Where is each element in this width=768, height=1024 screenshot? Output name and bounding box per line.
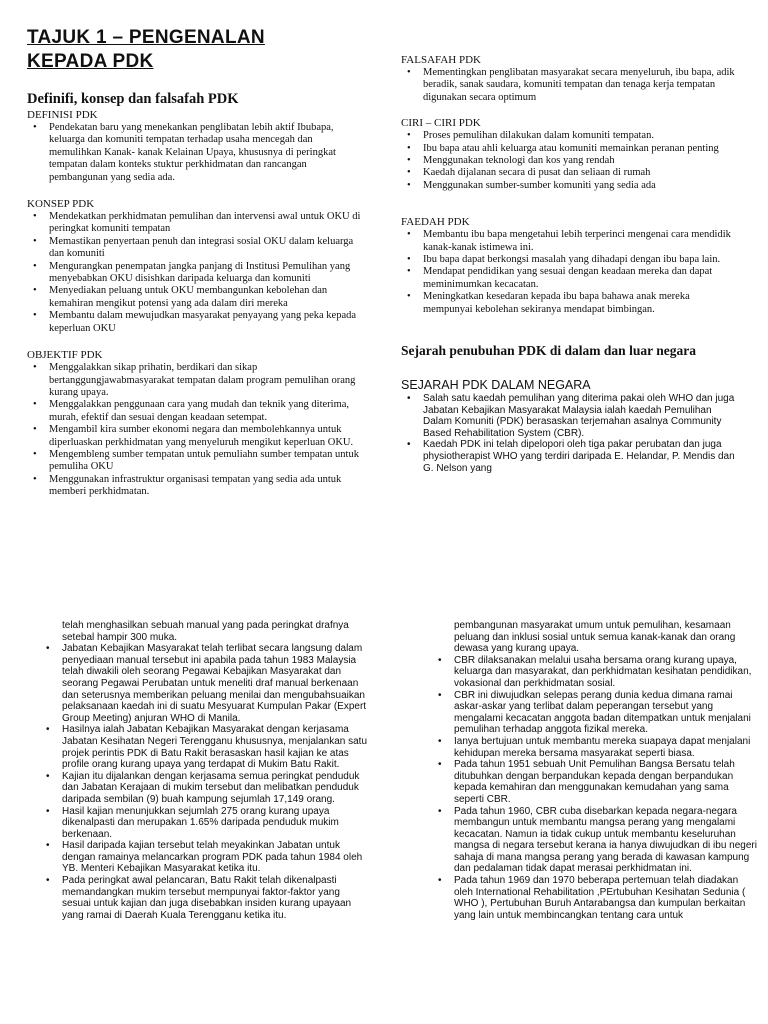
list-item: • Hasilnya ialah Jabatan Kebajikan Masyarakat dengan kerjasama Jabatan Kesihatan Negeri Terengganu khususnya, menjalankan satu projek perintis PDK di Batu Rakit berasaskan hasil kajian ke atas profile orang kurang upaya yang terdapat di Mukim Batu Rakit.: [40, 724, 370, 770]
list-item: • Menggalakkan sikap prihatin, berdikari dan sikap bertanggungjawabmasyarakat tempatan dalam program pemulihan orang kurang upaya.: [27, 362, 363, 399]
page-title: TAJUK 1 – PENGENALAN KEPADA PDK: [27, 27, 265, 72]
list-item: • Mendekatkan perkhidmatan pemulihan dan intervensi awal untuk OKU di peringkat komuniti tempatan: [27, 211, 369, 236]
list-item: • Pendekatan baru yang menekankan penglibatan lebih aktif Ibubapa, keluarga dan komuniti tempatan terhadap usaha mencegah dan memulihkan Kanak- kanak Kelainan Upaya, khususnya di peringkat tempatan dalam konteks stuktur perkhidmatan dan rancangan pembangunan yang sedia ada.: [27, 122, 345, 184]
list-item: • Mengambil kira sumber ekonomi negara dan membolehkannya untuk diperluaskan perkhidmatan yang menyeluruh mengikut keperluan OKU.: [27, 424, 363, 449]
falsafah-label: FALSAFAH PDK: [401, 54, 481, 66]
list-item: • Mendapat pendidikan yang sesuai dengan keadaan mereka dan dapat meminimumkan kecacatan.: [401, 266, 741, 291]
list-item: • CBR dilaksanakan melalui usaha bersama orang kurang upaya, keluarga dan masyarakat, dan perkhidmatan kesihatan pendidikan, vokasional dan perkhidmatan sosial.: [432, 655, 758, 690]
objektif-list: [27, 362, 363, 498]
list-item: • Pada tahun 1960, CBR cuba disebarkan kepada negara-negara membangun untuk membantu mangsa perang yang mengalami kecacatan. Namun ia tidak cukup untuk membantu keseluruhan mangsa di negara tersebut kerana ia hanya diwujudkan di ibu negeri sahaja di mana mangsa perang yang berada di kawasan kampung dan pedalaman tidak dapat merasai perkhidmatan ini.: [432, 806, 758, 876]
list-item: • Menyediakan peluang untuk OKU membangunkan kebolehan dan kemahiran mengikut potensi yang ada dalam diri mereka: [27, 285, 369, 310]
left-top-column: [27, 26, 372, 499]
ciri-label: CIRI – CIRI PDK: [401, 117, 481, 130]
list-item: • Pada peringkat awal pelancaran, Batu Rakit telah dikenalpasti memandangkan mukim tersebut mempunyai faktor-faktor yang sesuai untuk kajian dan juga disebabkan insiden kurang upayaan yang ramai di Daerah Kuala Terengganu ketika itu.: [40, 875, 370, 921]
list-item: • Mengembleng sumber tempatan untuk pemuliahn sumber tempatan untuk pemuliha OKU: [27, 449, 363, 474]
list-item: • Kaedah PDK ini telah dipelopori oleh tiga pakar perubatan dan juga physiotherapist WHO yang terdiri daripada E. Helandar, P. Mendis dan G. Nelson yang: [401, 439, 736, 474]
sejarah-label: SEJARAH PDK DALAM NEGARA: [401, 378, 591, 393]
section-heading-definisi: Definifi, konsep dan falsafah PDK: [27, 91, 239, 107]
list-item: • Hasil daripada kajian tersebut telah meyakinkan Jabatan untuk dengan ramainya melancarkan program PDK pada tahun 1984 oleh YB. Menteri Kebajikan Masyarakat ketika itu.: [40, 840, 370, 875]
right-top-column: [401, 54, 746, 474]
faedah-label: FAEDAH PDK: [401, 216, 470, 229]
list-item: • Mengurangkan penempatan jangka panjang di Institusi Pemulihan yang menyebabkan OKU disishkan daripada keluarga dan komuniti: [27, 261, 369, 286]
list-item: • CBR ini diwujudkan selepas perang dunia kedua dimana ramai askar-askar yang terlibat dalam peperangan tersebut yang mengalami kecacatan anggota badan ditempatkan untuk menjalani pemulihan terhadap anggota fizikal mereka.: [432, 690, 758, 736]
list-item: • Menggalakkan penggunaan cara yang mudah dan teknik yang diterima, murah, efektif dan sesuai dengan keadaan setempat.: [27, 399, 363, 424]
section-heading-sejarah: Sejarah penubuhan PDK di dalam dan luar negara: [401, 343, 696, 359]
list-item: • Mementingkan penglibatan masyarakat secara menyeluruh, ibu bapa, adik beradik, sanak saudara, komuniti tempatan dan tenaga kerja tempatan digunakan secara optimum: [401, 67, 739, 104]
list-item: • Proses pemulihan dilakukan dalam komuniti tempatan.: [401, 130, 736, 142]
bottom-right-column: [432, 620, 758, 921]
faedah-list: [401, 229, 741, 316]
list-item: • Menggunakan teknologi dan kos yang rendah: [401, 155, 736, 167]
list-item: • Membantu ibu bapa mengetahui lebih terperinci mengenai cara mendidik kanak-kanak istimewa ini.: [401, 229, 741, 254]
objektif-label: OBJEKTIF PDK: [27, 349, 103, 362]
list-item: • Memastikan penyertaan penuh dan integrasi sosial OKU dalam keluarga dan komuniti: [27, 236, 369, 261]
list-item: • Ibu bapa atau ahli keluarga atau komuniti memainkan peranan penting: [401, 143, 736, 155]
list-item: • Ibu bapa dapat berkongsi masalah yang dihadapi dengan ibu bapa lain.: [401, 254, 741, 266]
list-item: • Salah satu kaedah pemulihan yang diterima pakai oleh WHO dan juga Jabatan Kebajikan Masyarakat Malaysia ialah kaedah Pemulihan Dalam Komuniti (PDK) berasaskan terjemahan asalnya Community Based Rehabilitation System (CBR).: [401, 393, 736, 439]
falsafah-list: [401, 67, 739, 104]
sejarah-list: [401, 393, 736, 474]
konsep-list: [27, 211, 369, 335]
list-item: • Membantu dalam mewujudkan masyarakat penyayang yang peka kepada keperluan OKU: [27, 310, 369, 335]
list-item: • Hasil kajian menunjukkan sejumlah 275 orang kurang upaya dikenalpasti dan merupakan 1.65% daripada penduduk mukim berkenaan.: [40, 806, 370, 841]
definisi-list: [27, 122, 345, 184]
continuation-text: telah menghasilkan sebuah manual yang pada peringkat drafnya setebal hampir 300 muka.: [62, 620, 349, 643]
bottom-left-column: [40, 620, 370, 921]
list-item: • Menggunakan infrastruktur organisasi tempatan yang sedia ada untuk memberi perkhidmatan.: [27, 474, 363, 499]
continuation-text: pembangunan masyarakat umum untuk pemulihan, kesamaan peluang dan inklusi sosial untuk semua kanak-kanak dan orang dewasa yang kurang upaya.: [454, 620, 736, 655]
list-item: • Pada tahun 1951 sebuah Unit Pemulihan Bangsa Bersatu telah ditubuhkan dengan berpandukan kepada dengan berpandukan kepada kemahiran dan menggunakan kemudahan yang sama seperti CBR.: [432, 759, 758, 805]
ciri-list: [401, 130, 736, 192]
list-item: • Jabatan Kebajikan Masyarakat telah terlibat secara langsung dalam penyediaan manual tersebut ini apabila pada tahun 1983 Malaysia telah diwakili oleh seorang Pegawai Kebajikan Masyarakat dan seorang Pegawai Perubatan untuk meneliti draf manual berkenaan dan seterusnya memberikan peluang menilai dan mengubahsuaikan pelaksanaan kaedah ini di suatu Mesyuarat Kumpulan Pakar (Expert Group Meeting) anjuran WHO di Manila.: [40, 643, 370, 724]
konsep-label: KONSEP PDK: [27, 198, 95, 211]
list-item: • Pada tahun 1969 dan 1970 beberapa pertemuan telah diadakan oleh International Rehabilitation ,PErtubuhan Kesihatan Sedunia ( WHO ), Pertubuhan Buruh Antarabangsa dan kumpulan berkaitan yang lain untuk membincangkan tentang cara untuk: [432, 875, 758, 921]
list-item: • Ianya bertujuan untuk membantu mereka suapaya dapat menjalani kehidupan mereka bersama masyarakat seperti biasa.: [432, 736, 758, 759]
list-item: • Menggunakan sumber-sumber komuniti yang sedia ada: [401, 180, 736, 192]
list-item: • Meningkatkan kesedaran kepada ibu bapa bahawa anak mereka mempunyai kebolehan sekiranya mendapat bimbingan.: [401, 291, 741, 316]
definisi-label: DEFINISI PDK: [27, 109, 98, 121]
list-item: • Kajian itu dijalankan dengan kerjasama semua peringkat penduduk dan Jabatan Kerajaan di mukim tersebut dan melibatkan penduduk daripada sembilan (9) buah kampung sejumlah 17,149 orang.: [40, 771, 370, 806]
bottom-right-list: [432, 655, 758, 922]
bottom-left-list: [40, 643, 370, 921]
list-item: • Kaedah dijalanan secara di pusat dan seliaan di rumah: [401, 167, 736, 179]
